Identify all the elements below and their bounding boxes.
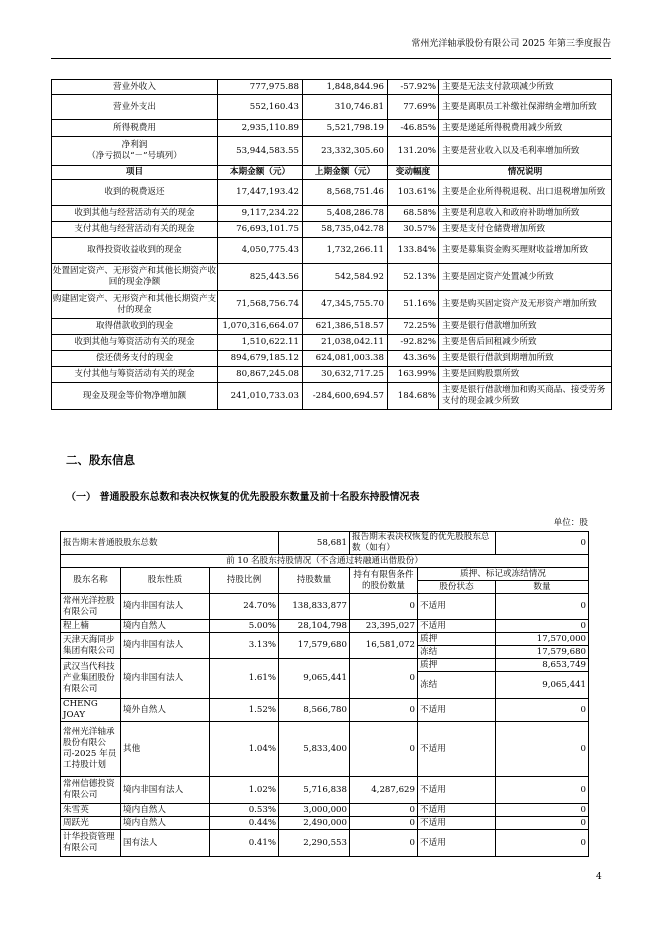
previous-amount-cell: 30,632,717.25: [303, 367, 388, 383]
previous-amount-cell: -284,600,694.57: [303, 383, 388, 410]
shareholder-name: 周跃光: [61, 817, 121, 830]
cashflow-header-row: [52, 166, 612, 180]
share-status: 不适用: [418, 620, 496, 633]
change-rate-cell: 77.69%: [388, 95, 439, 120]
subsection-title: （一） 普通股股东总数和表决权恢复的优先股股东数量及前十名股东持股情况表: [66, 492, 420, 503]
shareholder-name: 常州光洋控股有限公司: [61, 594, 121, 620]
change-rate-cell: -46.85%: [388, 120, 439, 137]
reason-header: 情况说明: [439, 166, 612, 180]
ratio-header: 持股比例: [210, 568, 279, 594]
change-rate-cell: 184.68%: [388, 383, 439, 410]
change-rate-cell: 103.61%: [388, 180, 439, 206]
status-header: 股份状态: [418, 581, 496, 594]
table-row: [61, 594, 589, 620]
shareholder-restricted: 0: [350, 699, 418, 722]
previous-amount-cell: 21,038,042.11: [303, 335, 388, 351]
shareholder-name: 天津天海同步集团有限公司: [61, 633, 121, 659]
table-row: [61, 620, 589, 633]
item-cell: 收到的税费返还: [52, 180, 218, 206]
current-amount-cell: 552,160.43: [218, 95, 303, 120]
shareholder-restricted: 4,287,629: [350, 777, 418, 804]
shareholder-ratio: 24.70%: [210, 594, 279, 620]
reason-cell: 主要是离职员工补缴社保滞纳金增加所致: [439, 95, 612, 120]
item-cell: 现金及现金等价物净增加额: [52, 383, 218, 410]
share-amount: 0: [496, 817, 589, 830]
shareholder-name: 计华投资管理有限公司: [61, 830, 121, 857]
shareholder-count: 17,579,680: [279, 633, 350, 659]
shareholder-restricted: 0: [350, 804, 418, 817]
unit-label: 单位：股: [553, 518, 588, 528]
item-cell: 所得税费用: [52, 120, 218, 137]
item-cell: 支付其他与经营活动有关的现金: [52, 222, 218, 238]
change-rate-cell: 163.99%: [388, 367, 439, 383]
total-shareholders-value: 58,681: [279, 532, 350, 555]
share-amount: 0: [496, 830, 589, 857]
shareholder-ratio: 0.44%: [210, 817, 279, 830]
shareholder-ratio: 0.41%: [210, 830, 279, 857]
share-status: 不适用: [418, 817, 496, 830]
reason-cell: 主要是购买固定资产及无形资产增加所致: [439, 291, 612, 319]
share-amount: 0: [496, 804, 589, 817]
item-cell: 购建固定资产、无形资产和其他长期资产支付的现金: [52, 291, 218, 319]
nature-header: 股东性质: [121, 568, 210, 594]
previous-header: 上期金额（元）: [303, 166, 388, 180]
net-profit-note: （净亏损以“－”号填列）: [87, 151, 182, 161]
current-amount-cell: 4,050,775.43: [218, 238, 303, 264]
shareholder-name: 常州信德投资有限公司: [61, 777, 121, 804]
table-row: [52, 367, 612, 383]
shareholder-nature: 境内非国有法人: [121, 633, 210, 659]
item-cell: 营业外支出: [52, 95, 218, 120]
reason-cell: 主要是支付仓储费增加所致: [439, 222, 612, 238]
table-row: [52, 351, 612, 367]
reason-cell: 主要是递延所得税费用减少所致: [439, 120, 612, 137]
shareholder-ratio: 3.13%: [210, 633, 279, 659]
shareholder-restricted: 0: [350, 830, 418, 857]
shareholder-nature: 境外自然人: [121, 699, 210, 722]
shareholder-count: 9,065,441: [279, 659, 350, 699]
share-amount: 0: [496, 594, 589, 620]
share-status: 不适用: [418, 722, 496, 777]
shareholder-name: 武汉当代科技产业集团股份有限公司: [61, 659, 121, 699]
share-amount: 9,065,441: [496, 672, 589, 699]
shareholder-nature: 境内自然人: [121, 620, 210, 633]
previous-amount-cell: 47,345,755.70: [303, 291, 388, 319]
current-amount-cell: 76,693,101.75: [218, 222, 303, 238]
table-row: [52, 319, 612, 335]
shareholder-name: CHENG JOAY: [61, 699, 121, 722]
table-row: [61, 817, 589, 830]
header-row: [61, 568, 589, 581]
preferred-shareholders-value: 0: [496, 532, 589, 555]
previous-amount-cell: 5,521,798.19: [303, 120, 388, 137]
shareholder-count: 2,290,553: [279, 830, 350, 857]
current-amount-cell: 1,070,316,664.07: [218, 319, 303, 335]
current-amount-cell: 241,010,733.03: [218, 383, 303, 410]
current-amount-cell: 1,510,622.11: [218, 335, 303, 351]
shareholder-name: 朱雪英: [61, 804, 121, 817]
share-status: 不适用: [418, 830, 496, 857]
financial-change-table: [51, 79, 612, 410]
shareholder-nature: 境内非国有法人: [121, 777, 210, 804]
previous-amount-cell: 23,332,305.60: [303, 137, 388, 166]
shareholder-restricted: 16,581,072: [350, 633, 418, 659]
table-row: [52, 335, 612, 351]
change-header: 变动幅度: [388, 166, 439, 180]
previous-amount-cell: 1,848,844.96: [303, 80, 388, 95]
shareholder-nature: 国有法人: [121, 830, 210, 857]
share-status: 不适用: [418, 804, 496, 817]
table-row: [61, 804, 589, 817]
item-cell: 处置固定资产、无形资产和其他长期资产收回的现金净额: [52, 264, 218, 291]
shareholder-nature: 境内非国有法人: [121, 594, 210, 620]
restricted-header: 持有有限售条件的股份数量: [350, 568, 418, 594]
shareholder-restricted: 23,395,027: [350, 620, 418, 633]
item-header: 项目: [52, 166, 218, 180]
shareholder-name: 程上楠: [61, 620, 121, 633]
shareholder-ratio: 1.61%: [210, 659, 279, 699]
change-rate-cell: 72.25%: [388, 319, 439, 335]
shareholder-count: 8,566,780: [279, 699, 350, 722]
shareholder-ratio: 1.52%: [210, 699, 279, 722]
change-rate-cell: 43.36%: [388, 351, 439, 367]
current-amount-cell: 17,447,193.42: [218, 180, 303, 206]
change-rate-cell: 131.20%: [388, 137, 439, 166]
share-status: 不适用: [418, 699, 496, 722]
share-amount: 17,570,000: [496, 633, 589, 646]
shareholder-restricted: 0: [350, 722, 418, 777]
change-rate-cell: 68.58%: [388, 206, 439, 222]
change-rate-cell: -57.92%: [388, 80, 439, 95]
pledge-group-header: 质押、标记或冻结情况: [418, 568, 589, 581]
table-row: [52, 383, 612, 410]
item-cell: 收到其他与筹资活动有关的现金: [52, 335, 218, 351]
previous-amount-cell: 5,408,286.78: [303, 206, 388, 222]
share-amount: 0: [496, 722, 589, 777]
current-amount-cell: 894,679,185.12: [218, 351, 303, 367]
shareholder-nature: 境内自然人: [121, 804, 210, 817]
page-number: 4: [596, 872, 602, 882]
previous-amount-cell: 1,732,266.11: [303, 238, 388, 264]
net-profit-label: 净利润: [121, 140, 148, 150]
shareholder-ratio: 5.00%: [210, 620, 279, 633]
total-shareholders-label: 报告期末普通股股东总数: [61, 532, 279, 555]
item-cell: [52, 137, 218, 166]
table-row: [61, 633, 589, 646]
table-row: [52, 180, 612, 206]
previous-amount-cell: 58,735,042.78: [303, 222, 388, 238]
change-rate-cell: 30.57%: [388, 222, 439, 238]
table-row: [61, 777, 589, 804]
amount-header: 数量: [496, 581, 589, 594]
table-row: [52, 206, 612, 222]
reason-cell: 主要是利息收入和政府补助增加所致: [439, 206, 612, 222]
section-title: 二、股东信息: [66, 453, 135, 467]
reason-cell: 主要是募集资金购买理财收益增加所致: [439, 238, 612, 264]
top10-title: 前 10 名股东持股情况（不含通过转融通出借股份）: [61, 555, 589, 568]
reason-cell: 主要是银行借款到期增加所致: [439, 351, 612, 367]
share-status: 不适用: [418, 594, 496, 620]
share-status: 冻结: [418, 672, 496, 699]
share-amount: 0: [496, 777, 589, 804]
share-amount: 8,653,749: [496, 659, 589, 672]
share-status: 质押: [418, 633, 496, 646]
previous-amount-cell: 621,386,518.57: [303, 319, 388, 335]
shareholder-nature: 境内自然人: [121, 817, 210, 830]
shareholder-ratio: 1.02%: [210, 777, 279, 804]
report-header: 常州光洋轴承股份有限公司 2025 年第三季度报告: [411, 39, 611, 49]
table-row: [52, 264, 612, 291]
current-amount-cell: 71,568,756.74: [218, 291, 303, 319]
count-header: 持股数量: [279, 568, 350, 594]
current-header: 本期金额（元）: [218, 166, 303, 180]
change-rate-cell: 51.16%: [388, 291, 439, 319]
previous-amount-cell: 8,568,751.46: [303, 180, 388, 206]
previous-amount-cell: 542,584.92: [303, 264, 388, 291]
table-row: [61, 659, 589, 672]
shareholder-nature: 其他: [121, 722, 210, 777]
shareholder-count: 138,833,877: [279, 594, 350, 620]
current-amount-cell: 9,117,234.22: [218, 206, 303, 222]
previous-amount-cell: 624,081,003.38: [303, 351, 388, 367]
table-row: [61, 699, 589, 722]
change-rate-cell: 133.84%: [388, 238, 439, 264]
shareholder-name: 常州光洋轴承股份有限公司-2025 年员工持股计划: [61, 722, 121, 777]
reason-cell: 主要是无法支付款项减少所致: [439, 80, 612, 95]
current-amount-cell: 53,944,583.55: [218, 137, 303, 166]
shareholder-table: [60, 531, 589, 857]
shareholder-count: 2,490,000: [279, 817, 350, 830]
shareholder-count: 5,833,400: [279, 722, 350, 777]
table-row: [52, 291, 612, 319]
shareholder-restricted: 0: [350, 817, 418, 830]
shareholder-restricted: 0: [350, 659, 418, 699]
share-amount: 17,579,680: [496, 646, 589, 659]
current-amount-cell: 825,443.56: [218, 264, 303, 291]
preferred-shareholders-label: 报告期末表决权恢复的优先股股东总数（如有）: [350, 532, 496, 555]
table-row: [52, 222, 612, 238]
item-cell: 偿还债务支付的现金: [52, 351, 218, 367]
reason-cell: 主要是企业所得税退税、出口退税增加所致: [439, 180, 612, 206]
shareholder-count: 28,104,798: [279, 620, 350, 633]
shareholder-restricted: 0: [350, 594, 418, 620]
name-header: 股东名称: [61, 568, 121, 594]
reason-cell: 主要是售后回租减少所致: [439, 335, 612, 351]
shareholder-count: 3,000,000: [279, 804, 350, 817]
shareholder-ratio: 0.53%: [210, 804, 279, 817]
table-row: [61, 830, 589, 857]
item-cell: 收到其他与经营活动有关的现金: [52, 206, 218, 222]
share-status: 质押: [418, 659, 496, 672]
net-profit-row: [52, 137, 612, 166]
current-amount-cell: 2,935,110.89: [218, 120, 303, 137]
table-row: [61, 722, 589, 777]
item-cell: 营业外收入: [52, 80, 218, 95]
previous-amount-cell: 310,746.81: [303, 95, 388, 120]
reason-cell: 主要是银行借款增加所致: [439, 319, 612, 335]
current-amount-cell: 777,975.88: [218, 80, 303, 95]
top10-title-row: [61, 555, 589, 568]
change-rate-cell: 52.13%: [388, 264, 439, 291]
share-amount: 0: [496, 620, 589, 633]
item-cell: 支付其他与筹资活动有关的现金: [52, 367, 218, 383]
share-amount: 0: [496, 699, 589, 722]
table-row: [52, 120, 612, 137]
share-status: 冻结: [418, 646, 496, 659]
table-row: [52, 95, 612, 120]
table-row: [52, 80, 612, 95]
shareholder-nature: 境内非国有法人: [121, 659, 210, 699]
summary-row: [61, 532, 589, 555]
shareholder-count: 5,716,838: [279, 777, 350, 804]
reason-cell: 主要是回购股票所致: [439, 367, 612, 383]
reason-cell: 主要是银行借款增加和购买商品、接受劳务支付的现金减少所致: [439, 383, 612, 410]
reason-cell: 主要是营业收入以及毛利率增加所致: [439, 137, 612, 166]
header-rule: [51, 58, 611, 59]
item-cell: 取得投资收益收到的现金: [52, 238, 218, 264]
change-rate-cell: -92.82%: [388, 335, 439, 351]
current-amount-cell: 80,867,245.08: [218, 367, 303, 383]
table-row: [52, 238, 612, 264]
reason-cell: 主要是固定资产处置减少所致: [439, 264, 612, 291]
share-status: 不适用: [418, 777, 496, 804]
shareholder-ratio: 1.04%: [210, 722, 279, 777]
item-cell: 取得借款收到的现金: [52, 319, 218, 335]
